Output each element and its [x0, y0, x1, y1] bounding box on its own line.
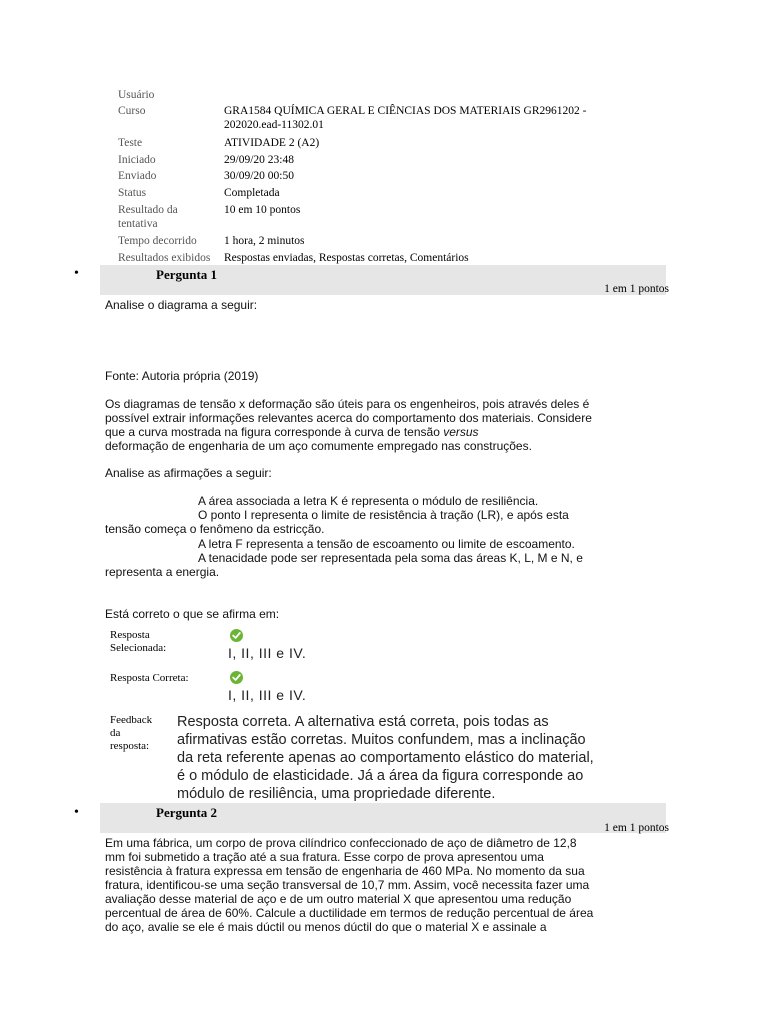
- feedback-line: afirmativas estão corretas. Muitos confundem, mas a inclinação: [177, 732, 586, 748]
- label-resultado-line2: tentativa: [118, 218, 158, 230]
- question-2-line: fratura, identificou-se uma seção transversal de 10,7 mm. Assim, você necessita fazer uma: [105, 878, 590, 892]
- statement-iv: A tenacidade pode ser representada pela soma das áreas K, L, M e N, e: [198, 551, 583, 565]
- bullet-icon: •: [74, 805, 79, 820]
- statement-iii: A letra F representa a tensão de escoamento ou limite de escoamento.: [198, 537, 575, 551]
- question-prompt: Está correto o que se afirma em:: [105, 607, 280, 621]
- value-enviado: 30/09/20 00:50: [224, 170, 294, 182]
- statement-ii-cont: tensão começa o fenômeno da estricção.: [105, 522, 325, 536]
- label-status: Status: [118, 187, 147, 199]
- statement-i: A área associada a letra K é representa o módulo de resiliência.: [198, 494, 539, 508]
- question-2-line: mm foi submetido a tração até a sua fratura. Esse corpo de prova apresentou uma: [105, 850, 544, 864]
- feedback-line: módulo de resiliência, uma propriedade diferente.: [177, 786, 496, 802]
- feedback-line: é o módulo de elasticidade. Já a área da figura corresponde ao: [177, 768, 584, 784]
- paragraph-line: Os diagramas de tensão x deformação são úteis para os engenheiros, pois através deles é: [105, 397, 590, 411]
- label-tempo: Tempo decorrido: [118, 235, 197, 247]
- selected-answer-label-line1: Resposta: [110, 629, 150, 641]
- question-2-line: resistência à fratura expressa em tensão de engenharia de 460 MPa. No momento da sua: [105, 864, 585, 878]
- value-iniciado: 29/09/20 23:48: [224, 154, 294, 166]
- label-iniciado: Iniciado: [118, 154, 156, 166]
- value-curso-line1: GRA1584 QUÍMICA GERAL E CIÊNCIAS DOS MATERIAIS GR2961202 -: [224, 105, 587, 117]
- selected-answer-value: I, II, III e IV.: [228, 645, 307, 661]
- question-2-line: Em uma fábrica, um corpo de prova cilíndrico confeccionado de aço de diâmetro de 12,8: [105, 836, 577, 850]
- check-circle-icon: [230, 671, 243, 684]
- question-intro: Analise o diagrama a seguir:: [105, 298, 258, 312]
- feedback-label-line1: Feedback: [110, 714, 153, 726]
- question-points: 1 em 1 pontos: [604, 822, 669, 834]
- correct-answer-value: I, II, III e IV.: [228, 687, 307, 703]
- value-curso-line2: 202020.ead-11302.01: [224, 119, 324, 131]
- feedback-label-line3: resposta:: [110, 740, 150, 752]
- feedback-line: Resposta correta. A alternativa está correta, pois todas as: [177, 714, 549, 730]
- label-resultado-line1: Resultado da: [118, 204, 178, 216]
- bullet-icon: •: [74, 266, 79, 281]
- question-title: Pergunta 1: [156, 267, 218, 282]
- paragraph-line: [105, 425, 479, 439]
- question-points: 1 em 1 pontos: [604, 283, 669, 295]
- value-tempo: 1 hora, 2 minutos: [224, 235, 305, 247]
- italic-versus: versus: [443, 425, 479, 439]
- value-resultado: 10 em 10 pontos: [224, 204, 301, 216]
- check-circle-icon: [230, 629, 243, 642]
- value-status: Completada: [224, 187, 280, 199]
- figure-source: Fonte: Autoria própria (2019): [105, 369, 259, 383]
- feedback-label-line2: da: [110, 727, 121, 739]
- label-resultados-exibidos: Resultados exibidos: [118, 252, 211, 264]
- label-usuario: Usuário: [118, 89, 155, 101]
- value-resultados-exibidos: Respostas enviadas, Respostas corretas, Comentários: [224, 252, 469, 264]
- statement-ii: O ponto I representa o limite de resistência à tração (LR), e após esta: [198, 508, 569, 522]
- value-teste: ATIVIDADE 2 (A2): [224, 137, 320, 149]
- question-2-line: avaliação desse material de aço e de um outro material X que apresentou uma redução: [105, 892, 572, 906]
- label-teste: Teste: [118, 137, 143, 149]
- paragraph-text: que a curva mostrada na figura corresponde à curva de tensão: [105, 425, 444, 439]
- label-curso: Curso: [118, 105, 146, 117]
- paragraph-line: possível extrair informações relevantes acerca do comportamento dos materiais. Considere: [105, 411, 592, 425]
- label-enviado: Enviado: [118, 170, 157, 182]
- correct-answer-label: Resposta Correta:: [110, 672, 189, 684]
- selected-answer-label-line2: Selecionada:: [110, 642, 167, 654]
- paragraph-line: deformação de engenharia de um aço comumente empregado nas construções.: [105, 439, 532, 453]
- question-2-line: do aço, avalie se ele é mais dúctil ou menos dúctil do que o material X e assinale a: [105, 920, 547, 934]
- question-2-line: percentual de área de 60%. Calcule a ductilidade em termos de redução percentual de área: [105, 906, 594, 920]
- analyze-instruction: Analise as afirmações a seguir:: [105, 466, 272, 480]
- question-title: Pergunta 2: [156, 805, 218, 820]
- feedback-line: da reta referente apenas ao comportamento elástico do material,: [177, 750, 594, 766]
- statement-iv-cont: representa a energia.: [105, 565, 220, 579]
